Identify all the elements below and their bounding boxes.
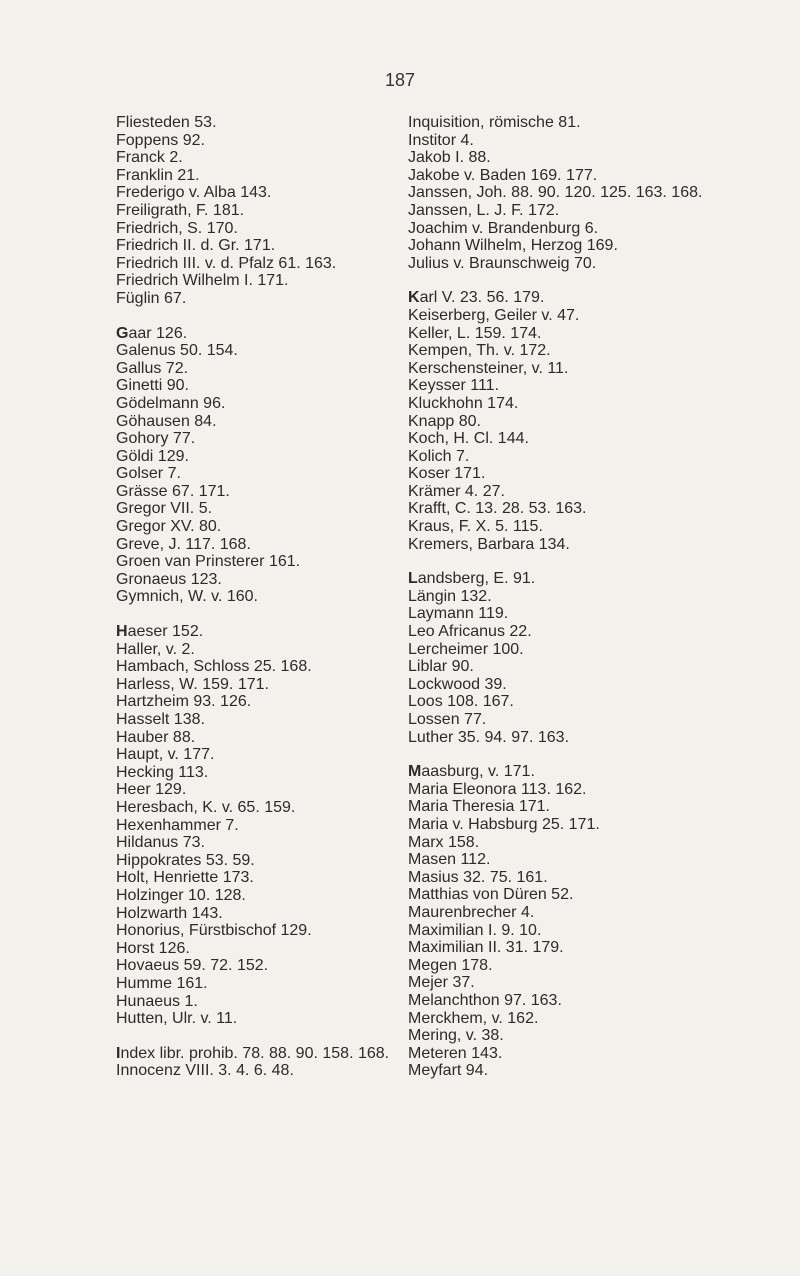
index-entry: Keysser 111. [408, 377, 500, 395]
index-entry: Inquisition, römische 81. [408, 114, 581, 131]
index-entry: Humme 161. [116, 974, 208, 992]
index-entry: Franklin 21. [116, 166, 200, 184]
index-entry: Kluckhohn 174. [408, 394, 519, 412]
index-letter-group [116, 1045, 406, 1080]
index-entry: Hildanus 73. [116, 834, 205, 852]
index-entry: Julius v. Braunschweig 70. [408, 254, 597, 272]
index-entry: Hippokrates 53. 59. [116, 851, 255, 869]
index-entry: Gallus 72. [116, 359, 189, 377]
index-entry: Liblar 90. [408, 658, 474, 676]
index-entry: Maximilian I. 9. 10. [408, 921, 542, 939]
index-initial-letter: H [116, 623, 128, 641]
index-entry: Greve, J. 117. 168. [116, 535, 251, 553]
index-entry: Göldi 129. [116, 447, 189, 465]
index-initial-letter: I [116, 1044, 121, 1062]
index-entry: Harless, W. 159. 171. [116, 675, 269, 693]
index-letter-group [116, 114, 406, 308]
index-entry: Gohory 77. [116, 430, 196, 448]
index-entry: Lossen 77. [408, 711, 487, 728]
index-entry: Lercheimer 100. [408, 640, 524, 658]
index-entry: Institor 4. [408, 131, 474, 149]
index-entry: Hauber 88. [116, 728, 196, 746]
index-entry: Kerschensteiner, v. 11. [408, 359, 569, 377]
index-entry: Koser 171. [408, 465, 486, 483]
index-entry: Fliesteden 53. [116, 114, 217, 131]
index-entry: Freiligrath, F. 181. [116, 201, 245, 219]
index-entry: Holt, Henriette 173. [116, 869, 254, 887]
index-entry: Kremers, Barbara 134. [408, 535, 570, 553]
index-entry: Ginetti 90. [116, 377, 189, 395]
index-entry: Meyfart 94. [408, 1062, 489, 1080]
index-entry: Innocenz VIII. 3. 4. 6. 48. [116, 1062, 294, 1080]
index-entry: Hecking 113. [116, 763, 209, 781]
index-entry: Gregor VII. 5. [116, 500, 213, 518]
index-entry: Hunaeus 1. [116, 992, 198, 1010]
index-entry: Karl V. 23. 56. 179. [408, 289, 545, 307]
index-entry: Laymann 119. [408, 605, 509, 623]
index-letter-group [116, 623, 406, 1028]
index-entry: Maria Eleonora 113. 162. [408, 780, 587, 798]
index-entry: Marx 158. [408, 833, 480, 851]
index-entry: Gaar 126. [116, 324, 188, 342]
index-entry: Gronaeus 123. [116, 570, 222, 588]
index-entry: Füglin 67. [116, 289, 187, 307]
index-entry: Hexenhammer 7. [116, 816, 239, 834]
index-entry: Haeser 152. [116, 623, 204, 641]
index-entry: Heresbach, K. v. 65. 159. [116, 798, 296, 816]
index-entry: Horst 126. [116, 939, 190, 957]
index-entry: Maria v. Habsburg 25. 171. [408, 815, 600, 833]
index-entry: Kraus, F. X. 5. 115. [408, 518, 543, 536]
index-entry: Holzinger 10. 128. [116, 886, 246, 904]
index-entry: Holzwarth 143. [116, 904, 223, 922]
index-entry: Honorius, Fürstbischof 129. [116, 922, 312, 940]
index-entry: Masen 112. [408, 851, 491, 869]
index-entry: Joachim v. Brandenburg 6. [408, 219, 599, 237]
index-entry: Heer 129. [116, 781, 187, 799]
index-entry: Knapp 80. [408, 412, 481, 430]
index-entry: Leo Africanus 22. [408, 623, 532, 641]
index-entry: Hovaeus 59. 72. 152. [116, 957, 269, 975]
index-entry: Längin 132. [408, 587, 492, 605]
index-entry: Kempen, Th. v. 172. [408, 342, 551, 360]
index-entry: Jakobe v. Baden 169. 177. [408, 166, 598, 184]
index-entry: Meteren 143. [408, 1044, 503, 1062]
index-entry: Friedrich Wilhelm I. 171. [116, 272, 289, 290]
index-entry: Keiserberg, Geiler v. 47. [408, 306, 580, 324]
index-initial-letter: L [408, 570, 418, 588]
index-letter-group [408, 763, 780, 1080]
index-letter-group [408, 570, 780, 746]
index-initial-letter: K [408, 289, 420, 307]
index-entry: Krämer 4. 27. [408, 482, 505, 500]
index-entry: Merckhem, v. 162. [408, 1009, 539, 1027]
index-entry: Friedrich II. d. Gr. 171. [116, 237, 276, 255]
index-entry: Franck 2. [116, 149, 183, 167]
index-entry: Masius 32. 75. 161. [408, 868, 548, 886]
index-entry: Krafft, C. 13. 28. 53. 163. [408, 500, 587, 518]
index-entry: Kolich 7. [408, 447, 470, 465]
index-entry: Frederigo v. Alba 143. [116, 184, 272, 202]
index-entry: Megen 178. [408, 956, 493, 974]
index-entry: Janssen, L. J. F. 172. [408, 201, 560, 219]
index-entry: Göhausen 84. [116, 412, 217, 430]
index-entry: Johann Wilhelm, Herzog 169. [408, 237, 618, 255]
index-entry: Index libr. prohib. 78. 88. 90. 158. 168. [116, 1044, 390, 1062]
index-entry: Golser 7. [116, 465, 181, 483]
index-letter-group [408, 114, 780, 272]
index-entry: Groen van Prinsterer 161. [116, 553, 301, 571]
index-entry: Grässe 67. 171. [116, 482, 230, 500]
index-entry: Loos 108. 167. [408, 693, 514, 711]
index-entry: Haupt, v. 177. [116, 746, 215, 764]
index-column-left [116, 114, 406, 1097]
index-entry: Gödelmann 96. [116, 394, 226, 412]
index-entry: Hasselt 138. [116, 711, 205, 728]
index-letter-group [116, 325, 406, 607]
index-entry: Hutten, Ulr. v. 11. [116, 1010, 238, 1028]
index-entry: Mering, v. 38. [408, 1027, 504, 1045]
index-initial-letter: G [116, 324, 129, 342]
index-entry: Lockwood 39. [408, 675, 507, 693]
index-column-right [408, 114, 780, 1097]
index-entry: Friedrich III. v. d. Pfalz 61. 163. [116, 254, 337, 272]
index-entry: Mejer 37. [408, 974, 475, 992]
index-entry: Janssen, Joh. 88. 90. 120. 125. 163. 168. [408, 184, 703, 202]
index-entry: Foppens 92. [116, 131, 205, 149]
index-entry: Matthias von Düren 52. [408, 886, 574, 904]
index-entry: Hambach, Schloss 25. 168. [116, 658, 312, 676]
index-entry: Maria Theresia 171. [408, 798, 550, 816]
index-entry: Gregor XV. 80. [116, 518, 222, 536]
index-entry: Keller, L. 159. 174. [408, 324, 542, 342]
index-entry: Luther 35. 94. 97. 163. [408, 728, 570, 746]
index-entry: Maurenbrecher 4. [408, 903, 535, 921]
index-entry: Koch, H. Cl. 144. [408, 430, 529, 448]
index-entry: Maasburg, v. 171. [408, 763, 535, 781]
index-entry: Jakob I. 88. [408, 149, 491, 167]
index-entry: Landsberg, E. 91. [408, 570, 536, 588]
index-entry: Haller, v. 2. [116, 640, 195, 658]
index-entry: Maximilian II. 31. 179. [408, 939, 564, 957]
page-number: 187 [384, 70, 416, 90]
index-entry: Friedrich, S. 170. [116, 219, 238, 237]
index-entry: Melanchthon 97. 163. [408, 991, 562, 1009]
index-entry: Gymnich, W. v. 160. [116, 588, 258, 606]
index-entry: Galenus 50. 154. [116, 342, 238, 360]
index-initial-letter: M [408, 763, 422, 781]
index-entry: Hartzheim 93. 126. [116, 693, 252, 711]
index-letter-group [408, 289, 780, 553]
